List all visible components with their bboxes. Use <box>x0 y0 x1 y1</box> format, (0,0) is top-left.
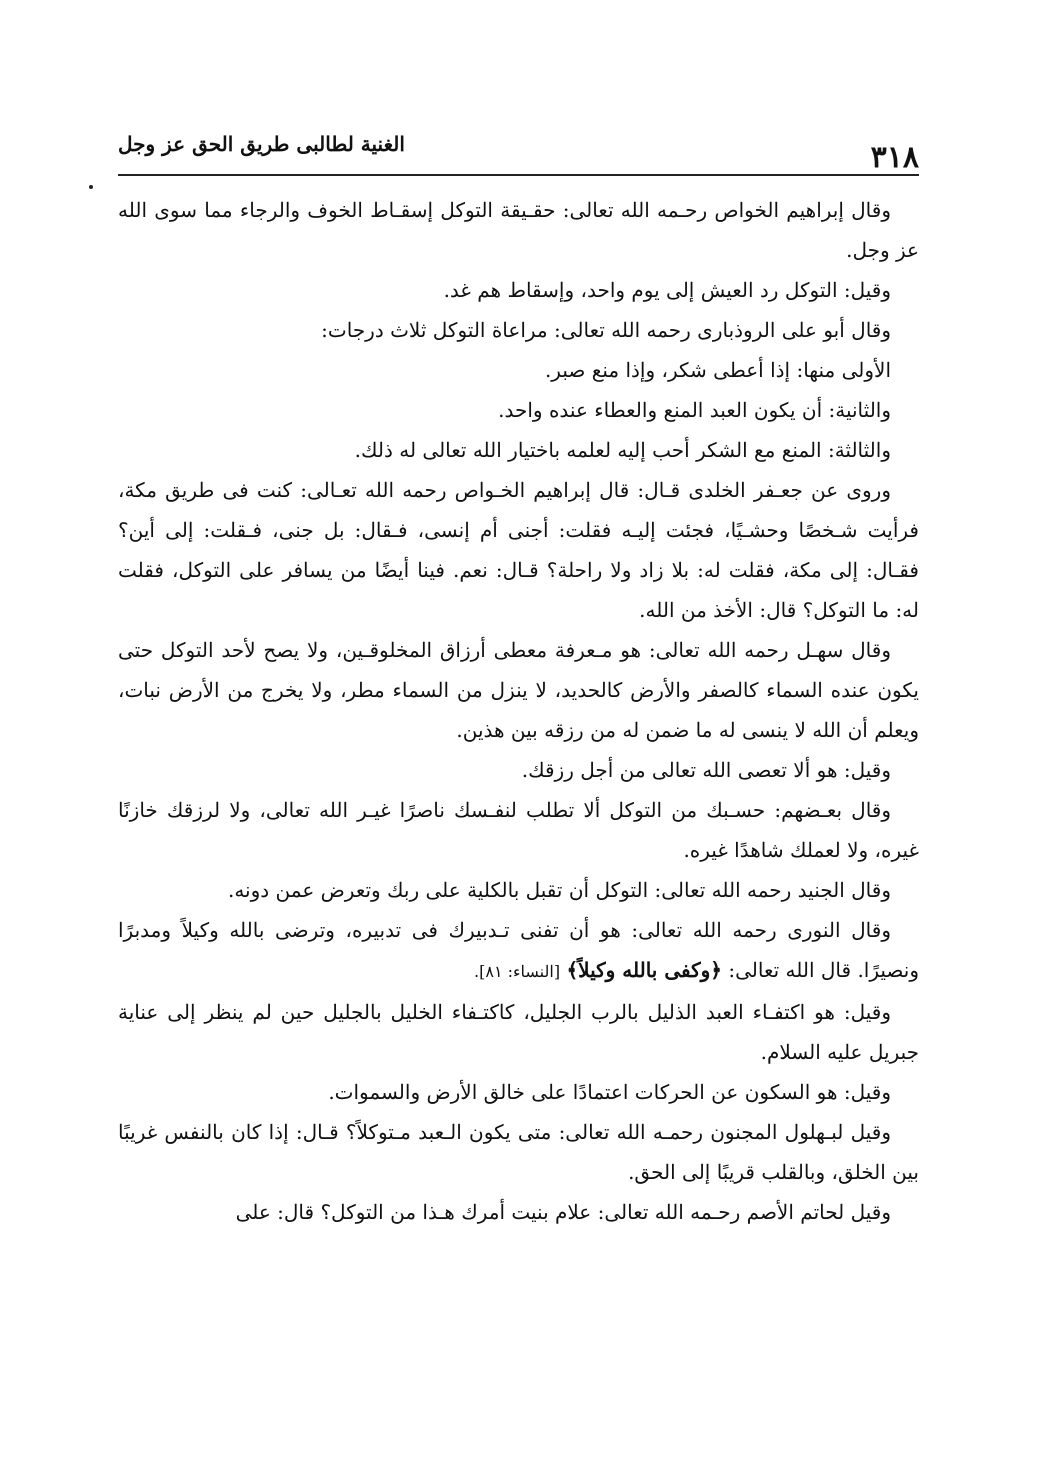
paragraph-text: وقال النورى رحمه الله تعالى: هو أن تفنى تـدبيرك فى تدبيره، وترضى بالله وكيلاً ومدبرًا ونصيرًا. قال الله تعالى: <box>118 918 919 982</box>
paragraph: وقال سهـل رحمه الله تعالى: هو مـعرفة معطى أرزاق المخلوقـين، ولا يصح لأحد التوكل حتى يكون عنده السماء كالصفر والأرض كالحديد، لا ينزل من السماء مطر، ولا يخرج من الأرض نبات، ويعلم أن الله لا ينسى له ما ضمن له من رزقه بين هذين. <box>118 638 919 742</box>
margin-dot <box>89 185 93 189</box>
paragraph: وقيل: هو السكون عن الحركات اعتمادًا على خالق الأرض والسموات. <box>328 1080 891 1104</box>
paragraph-with-quran <box>118 910 919 992</box>
paragraph: وقال الجنيد رحمه الله تعالى: التوكل أن تقبل بالكلية على ربك وتعرض عمن دونه. <box>227 878 891 902</box>
paragraph: وقيل: هو اكتفـاء العبد الذليل بالرب الجليل، كاكتـفاء الخليل بالجليل حين لم ينظر إلى عناية جبريل عليه السلام. <box>118 1000 919 1064</box>
paragraph: وقال إبراهيم الخواص رحـمه الله تعالى: حقـيقة التوكل إسقـاط الخوف والرجاء مما سوى الله عز وجل. <box>118 198 919 262</box>
paragraph: والثالثة: المنع مع الشكر أحب إليه لعلمه باختيار الله تعالى له ذلك. <box>354 438 891 462</box>
running-title: الغنية لطالبى طريق الحق عز وجل <box>118 132 405 156</box>
page-number: ٣١٨ <box>870 140 919 175</box>
paragraph: والثانية: أن يكون العبد المنع والعطاء عنده واحد. <box>498 398 891 422</box>
quran-verse: ﴿وكفى بالله وكيلاً﴾ <box>566 958 723 982</box>
verse-reference: [النساء: ٨١]. <box>474 962 561 981</box>
body-text <box>118 190 919 1232</box>
paragraph: وقيل: هو ألا تعصى الله تعالى من أجل رزقك. <box>521 758 891 782</box>
paragraph: وقال بعـضهم: حسـبك من التوكل ألا تطلب لنفـسك ناصرًا غيـر الله تعالى، ولا لرزقك خازنًا غيره، ولا لعملك شاهدًا غيره. <box>118 798 919 862</box>
paragraph: وقيل لحاتم الأصم رحـمه الله تعالى: علام بنيت أمرك هـذا من التوكل؟ قال: على <box>235 1200 891 1224</box>
paragraph: وقيل: التوكل رد العيش إلى يوم واحد، وإسقاط هم غد. <box>443 278 891 302</box>
paragraph: وقيل لبـهلول المجنون رحمـه الله تعالى: متى يكون الـعبد مـتوكلاً؟ قـال: إذا كان بالنفس غريبًا بين الخلق، وبالقلب قريبًا إلى الحق. <box>118 1120 919 1184</box>
page-header <box>118 118 919 176</box>
paragraph: وقال أبو على الروذبارى رحمه الله تعالى: مراعاة التوكل ثلاث درجات: <box>321 318 891 342</box>
paragraph: وروى عن جعـفر الخلدى قـال: قال إبراهيم الخـواص رحمه الله تعـالى: كنت فى طريق مكة، فرأيت شـخصًا وحشـيًا، فجئت إليـه فقلت: أجنى أم إنسى، فـقال: بل جنى، فـقلت: إلى أين؟ فقـال: إلى مكة، فقلت له: بلا زاد ولا راحلة؟ قـال: نعم. فينا أيضًا من يسافر على التوكل، فقلت له: ما التوكل؟ قال: الأخذ من الله. <box>118 478 919 622</box>
paragraph: الأولى منها: إذا أعطى شكر، وإذا منع صبر. <box>544 358 891 382</box>
